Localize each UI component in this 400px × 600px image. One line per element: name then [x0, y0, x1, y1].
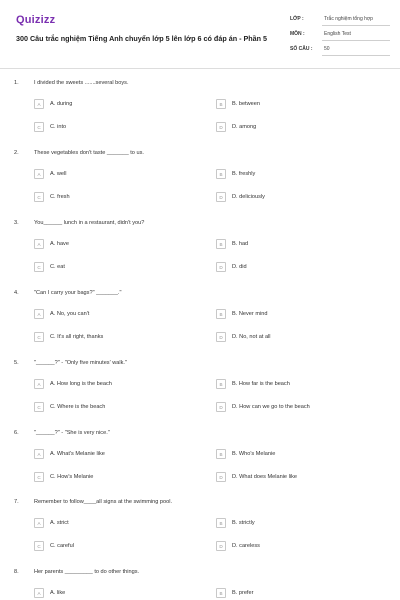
option-text: C. Where is the beach [50, 404, 106, 410]
option-text: B. Never mind [232, 311, 268, 317]
question-number: 6. [14, 430, 19, 436]
option-text: A. have [50, 241, 69, 247]
meta-label-class: LỚP : [290, 16, 304, 22]
option-letter-box: B [216, 309, 226, 319]
option-letter-box: D [216, 192, 226, 202]
option-text: C. fresh [50, 194, 70, 200]
option-text: A. How long is the beach [50, 381, 112, 387]
question-number: 4. [14, 290, 19, 296]
option-letter-box: C [34, 122, 44, 132]
option-text: D. did [232, 264, 247, 270]
meta-value-count: 50 [324, 46, 330, 52]
option-letter-box: A [34, 379, 44, 389]
meta-row-count [290, 42, 390, 57]
meta-row-subject [290, 27, 390, 42]
option-letter-box: B [216, 518, 226, 528]
question-number: 8. [14, 569, 19, 575]
option-text: C. into [50, 124, 67, 130]
question-number: 1. [14, 80, 19, 86]
option-letter-box: B [216, 169, 226, 179]
option-letter-box: B [216, 588, 226, 598]
option-text: D. What does Melanie like [232, 474, 297, 480]
question-text: "______?" - "She is very nice." [34, 430, 110, 436]
option-text: C. careful [50, 543, 74, 549]
option-letter-box: C [34, 262, 44, 272]
meta-row-class [290, 12, 390, 27]
option-letter-box: B [216, 379, 226, 389]
question-text: I divided the sweets .......several boys. [34, 80, 129, 86]
option-letter-box: D [216, 541, 226, 551]
option-text: A. well [50, 171, 67, 177]
meta-label-count: SỐ CÂU : [290, 46, 313, 52]
option-letter-box: A [34, 588, 44, 598]
option-text: C. How's Melanie [50, 474, 94, 480]
option-text: A. like [50, 590, 66, 596]
option-letter-box: D [216, 332, 226, 342]
option-text: A. during [50, 101, 73, 107]
header-divider [0, 68, 400, 69]
option-text: C. eat [50, 264, 65, 270]
option-letter-box: D [216, 402, 226, 412]
option-letter-box: D [216, 472, 226, 482]
option-letter-box: C [34, 472, 44, 482]
question-text: These vegetables don't taste _______ to us. [34, 150, 144, 156]
option-text: A. What's Melanie like [50, 451, 105, 457]
option-letter-box: D [216, 262, 226, 272]
option-letter-box: A [34, 99, 44, 109]
option-text: D. No, not at all [232, 334, 271, 340]
option-text: B. prefer [232, 590, 254, 596]
option-text: B. strictly [232, 520, 255, 526]
question-number: 7. [14, 499, 19, 505]
option-letter-box: A [34, 239, 44, 249]
option-text: D. How can we go to the beach [232, 404, 310, 410]
question-number: 3. [14, 220, 19, 226]
option-letter-box: A [34, 309, 44, 319]
option-text: B. between [232, 101, 260, 107]
option-letter-box: D [216, 122, 226, 132]
option-letter-box: A [34, 169, 44, 179]
header [0, 0, 400, 70]
meta-value-subject: English Test [324, 31, 351, 37]
meta-underline [322, 55, 390, 56]
meta-underline [322, 25, 390, 26]
option-text: C. It's all right, thanks [50, 334, 104, 340]
option-letter-box: B [216, 449, 226, 459]
option-text: D. careless [232, 543, 260, 549]
meta-underline [322, 40, 390, 41]
option-letter-box: A [34, 518, 44, 528]
option-letter-box: A [34, 449, 44, 459]
option-text: D. deliciously [232, 194, 265, 200]
question-text: "Can I carry your bags?" _______." [34, 290, 122, 296]
quizizz-logo[interactable]: Quizizz [16, 14, 56, 26]
option-letter-box: C [34, 192, 44, 202]
option-letter-box: B [216, 239, 226, 249]
page-title: 300 Câu trắc nghiệm Tiếng Anh chuyển lớp 5 lên lớp 6 có đáp án - Phần 5 [16, 34, 268, 43]
meta-value-class: Trắc nghiệm tổng hợp [324, 16, 373, 22]
option-text: B. had [232, 241, 249, 247]
option-text: A. strict [50, 520, 69, 526]
question-number: 2. [14, 150, 19, 156]
question-text: You______ lunch in a restaurant, didn't you? [34, 220, 145, 226]
option-text: B. How far is the beach [232, 381, 290, 387]
question-text: "______?" - "Only five minutes' walk." [34, 360, 127, 366]
option-letter-box: B [216, 99, 226, 109]
meta-panel [290, 12, 390, 57]
option-text: B. Who's Melanie [232, 451, 276, 457]
option-text: B. freshly [232, 171, 256, 177]
meta-label-subject: MÔN : [290, 31, 305, 37]
question-number: 5. [14, 360, 19, 366]
question-text: Her parents _________ to do other things. [34, 569, 140, 575]
option-letter-box: C [34, 541, 44, 551]
option-text: D. among [232, 124, 257, 130]
option-text: A. No, you can't [50, 311, 90, 317]
option-letter-box: C [34, 332, 44, 342]
question-text: Remember to follow____all signs at the swimming pool. [34, 499, 173, 505]
option-letter-box: C [34, 402, 44, 412]
